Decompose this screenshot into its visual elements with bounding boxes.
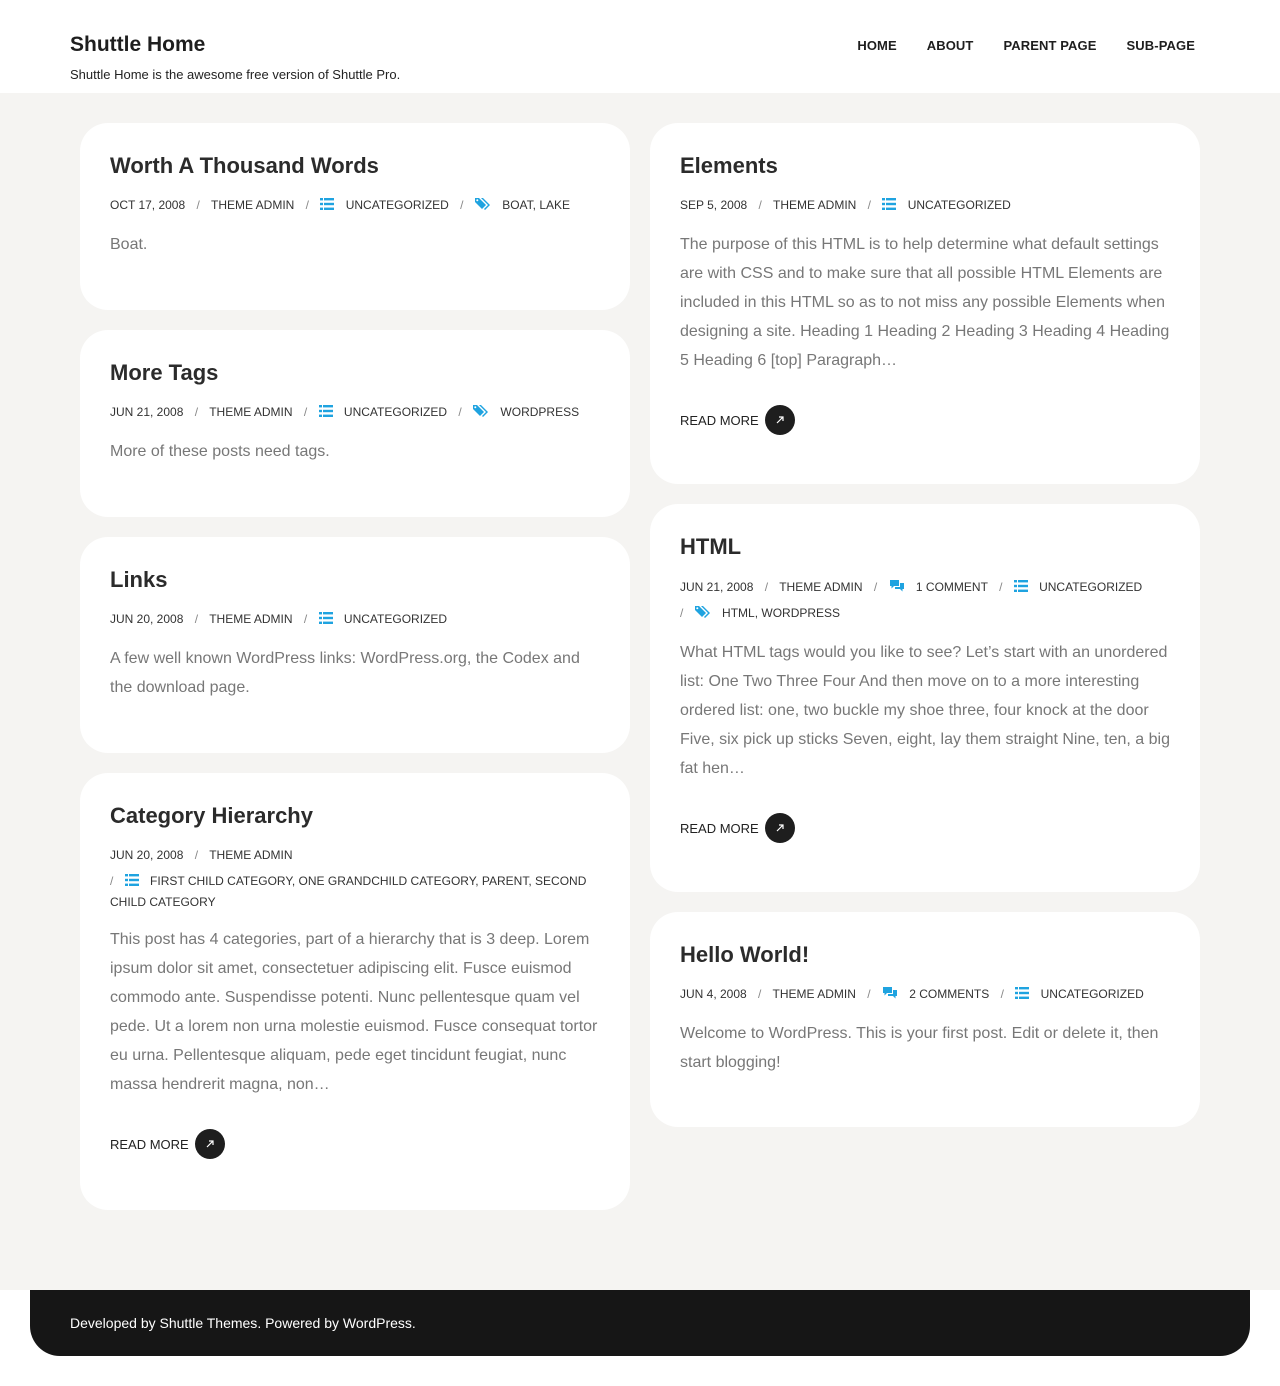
post-title: More Tags xyxy=(110,360,219,385)
post-meta xyxy=(680,981,1170,1007)
post-meta xyxy=(110,606,600,632)
post-author[interactable]: THEME ADMIN xyxy=(210,198,295,212)
post-title: Hello World! xyxy=(680,942,810,967)
post-author[interactable]: THEME ADMIN xyxy=(209,405,293,419)
meta-separator: / xyxy=(194,405,199,419)
post-date[interactable]: SEP 5, 2008 xyxy=(680,198,748,212)
post-date[interactable]: JUN 21, 2008 xyxy=(680,580,754,594)
site-description: Shuttle Home is the awesome free version of Shuttle Pro. xyxy=(70,67,401,82)
list-icon xyxy=(1015,987,1029,999)
read-more-label: READ MORE xyxy=(680,412,759,428)
post-card-html xyxy=(650,504,1200,892)
nav-parent-page[interactable]: PARENT PAGE xyxy=(1003,38,1097,53)
post-card-links xyxy=(80,537,630,753)
post-meta: JUN 21, 2008 / THEME ADMIN / 1 COMMENT / UNCATEGORIZED / HTML, WORDPRESS xyxy=(680,580,1143,620)
meta-separator: / xyxy=(110,874,114,888)
arrow-up-right-icon xyxy=(775,415,785,425)
post-excerpt: The purpose of this HTML is to help determine what default settings are with CSS and to make sure that all possible HTML Elements are included in this HTML so as to not miss any possible Elements when designing a site. Heading 1 Heading 2 Heading 3 Heading 4 Heading 5 Heading 6 [top] Paragraph… xyxy=(680,236,1170,369)
post-meta: JUN 20, 2008 / THEME ADMIN / FIRST CHILD CATEGORY, ONE GRANDCHILD CATEGORY, PARENT, SECOND CHILD CATEGORY xyxy=(110,848,587,909)
post-category[interactable]: UNCATEGORIZED xyxy=(343,405,448,419)
post-title: Links xyxy=(110,567,168,592)
list-icon xyxy=(319,612,333,624)
post-date[interactable]: JUN 20, 2008 xyxy=(110,848,184,862)
meta-separator: / xyxy=(867,198,872,212)
right-column xyxy=(650,123,1200,1127)
meta-separator: / xyxy=(873,580,878,594)
meta-separator: / xyxy=(867,987,871,1001)
post-tag[interactable]: WORDPRESS xyxy=(761,606,841,620)
post-excerpt: Boat. xyxy=(110,236,148,253)
post-tag[interactable]: WORDPRESS xyxy=(500,405,580,419)
footer-credits: Developed by Shuttle Themes. Powered by WordPress. xyxy=(70,1315,416,1331)
post-meta xyxy=(680,192,1170,218)
list-icon xyxy=(125,874,139,886)
arrow-up-right-icon xyxy=(775,823,785,833)
list-icon xyxy=(320,198,334,210)
footer-platform-link[interactable]: WordPress xyxy=(342,1315,412,1331)
meta-separator: / xyxy=(764,580,769,594)
post-author[interactable]: THEME ADMIN xyxy=(209,848,293,862)
arrow-up-right-icon xyxy=(205,1139,215,1149)
post-tag[interactable]: HTML xyxy=(722,606,755,620)
post-card-worth xyxy=(80,123,630,310)
post-category[interactable]: FIRST CHILD CATEGORY xyxy=(150,874,292,888)
comments-icon xyxy=(882,986,898,999)
post-author[interactable]: THEME ADMIN xyxy=(209,612,293,626)
post-category[interactable]: UNCATEGORIZED xyxy=(1039,580,1143,594)
meta-separator: / xyxy=(303,405,308,419)
post-author[interactable]: THEME ADMIN xyxy=(772,987,856,1001)
post-card-category-hierarchy xyxy=(80,773,630,1210)
comments-icon xyxy=(889,579,905,592)
post-meta xyxy=(110,399,600,425)
post-grid xyxy=(0,93,1280,1290)
left-column xyxy=(80,123,630,1210)
read-more-label: READ MORE xyxy=(680,820,759,836)
meta-separator: / xyxy=(458,405,462,419)
list-icon xyxy=(1014,580,1028,592)
meta-separator: / xyxy=(194,612,199,626)
tags-icon xyxy=(475,197,491,210)
post-category[interactable]: UNCATEGORIZED xyxy=(345,198,449,212)
tags-icon xyxy=(473,404,489,417)
post-date[interactable]: JUN 4, 2008 xyxy=(680,987,747,1001)
site-header xyxy=(0,0,1280,93)
site-title[interactable]: Shuttle Home xyxy=(70,33,206,56)
nav-sub-page[interactable]: SUB-PAGE xyxy=(1126,38,1195,53)
read-more-label: READ MORE xyxy=(110,1136,189,1152)
meta-separator: / xyxy=(1000,987,1004,1001)
meta-separator: / xyxy=(758,987,762,1001)
list-icon xyxy=(319,405,333,417)
post-comments[interactable]: 1 COMMENT xyxy=(915,580,988,594)
post-category[interactable]: SECOND CHILD CATEGORY xyxy=(110,874,587,909)
post-category[interactable]: PARENT xyxy=(481,874,529,888)
meta-separator: / xyxy=(303,612,308,626)
post-title: Category Hierarchy xyxy=(110,803,313,828)
post-card-hello-world xyxy=(650,912,1200,1127)
list-icon xyxy=(882,198,896,210)
post-tag[interactable]: BOAT xyxy=(502,198,533,212)
tags-icon xyxy=(695,605,711,618)
meta-separator: / xyxy=(194,848,199,862)
post-category[interactable]: UNCATEGORIZED xyxy=(343,612,448,626)
post-author[interactable]: THEME ADMIN xyxy=(779,580,863,594)
nav-home[interactable]: HOME xyxy=(857,38,897,53)
post-author[interactable]: THEME ADMIN xyxy=(772,198,857,212)
post-title: Elements xyxy=(680,153,778,178)
meta-separator: / xyxy=(758,198,762,212)
meta-separator: / xyxy=(196,198,200,212)
post-category[interactable]: UNCATEGORIZED xyxy=(1040,987,1144,1001)
read-more-link[interactable] xyxy=(680,813,1170,843)
footer-developer-link[interactable]: Shuttle Themes xyxy=(159,1315,258,1331)
post-excerpt: This post has 4 categories, part of a hierarchy that is 3 deep. Lorem ipsum dolor sit amet, consectetuer adipiscing elit. Fusce euismod commodo ante. Suspendisse potenti. Nunc pellentesque quam vel pede. Ut a lorem non urna molestie euismod. Fusce consequat tortor eu urna. Pellentesque aliquam, pede eget tincidunt feugiat, nunc massa hendrerit magna, non… xyxy=(110,931,598,1093)
read-more-link[interactable] xyxy=(680,405,1170,435)
post-excerpt: Welcome to WordPress. This is your first post. Edit or delete it, then start blogging! xyxy=(680,1025,1159,1071)
nav-about[interactable]: ABOUT xyxy=(926,38,974,53)
meta-separator: / xyxy=(680,606,684,620)
post-category[interactable]: UNCATEGORIZED xyxy=(907,198,1011,212)
post-title: HTML xyxy=(680,534,742,559)
read-more-button[interactable] xyxy=(195,1129,225,1159)
site-footer xyxy=(30,1290,1250,1356)
post-date[interactable]: JUN 20, 2008 xyxy=(110,612,184,626)
post-tag[interactable]: LAKE xyxy=(539,198,571,212)
read-more-button[interactable] xyxy=(765,813,795,843)
post-excerpt: What HTML tags would you like to see? Let’s start with an unordered list: One Two Three Four And then move on to a more interesting ordered list: one, two buckle my shoe three, four knock at the door Five, six pick up sticks Seven, eight, lay them straight Nine, ten, a big fat hen… xyxy=(680,644,1170,777)
post-date[interactable]: OCT 17, 2008 xyxy=(110,198,186,212)
read-more-link[interactable] xyxy=(110,1129,600,1159)
post-title: Worth A Thousand Words xyxy=(110,153,379,178)
post-excerpt: A few well known WordPress links: WordPress.org, the Codex and the download page. xyxy=(110,650,580,696)
main-navigation xyxy=(857,38,1195,54)
meta-separator: / xyxy=(305,198,310,212)
read-more-button[interactable] xyxy=(765,405,795,435)
post-meta: OCT 17, 2008 / THEME ADMIN / UNCATEGORIZED / BOAT, LAKE xyxy=(110,198,571,212)
meta-separator: / xyxy=(999,580,1003,594)
post-comments[interactable]: 2 COMMENTS xyxy=(909,987,990,1001)
post-card-more-tags xyxy=(80,330,630,517)
post-excerpt: More of these posts need tags. xyxy=(110,443,330,460)
post-category[interactable]: ONE GRANDCHILD CATEGORY xyxy=(298,874,476,888)
meta-separator: / xyxy=(460,198,464,212)
post-card-elements xyxy=(650,123,1200,484)
post-date[interactable]: JUN 21, 2008 xyxy=(110,405,184,419)
